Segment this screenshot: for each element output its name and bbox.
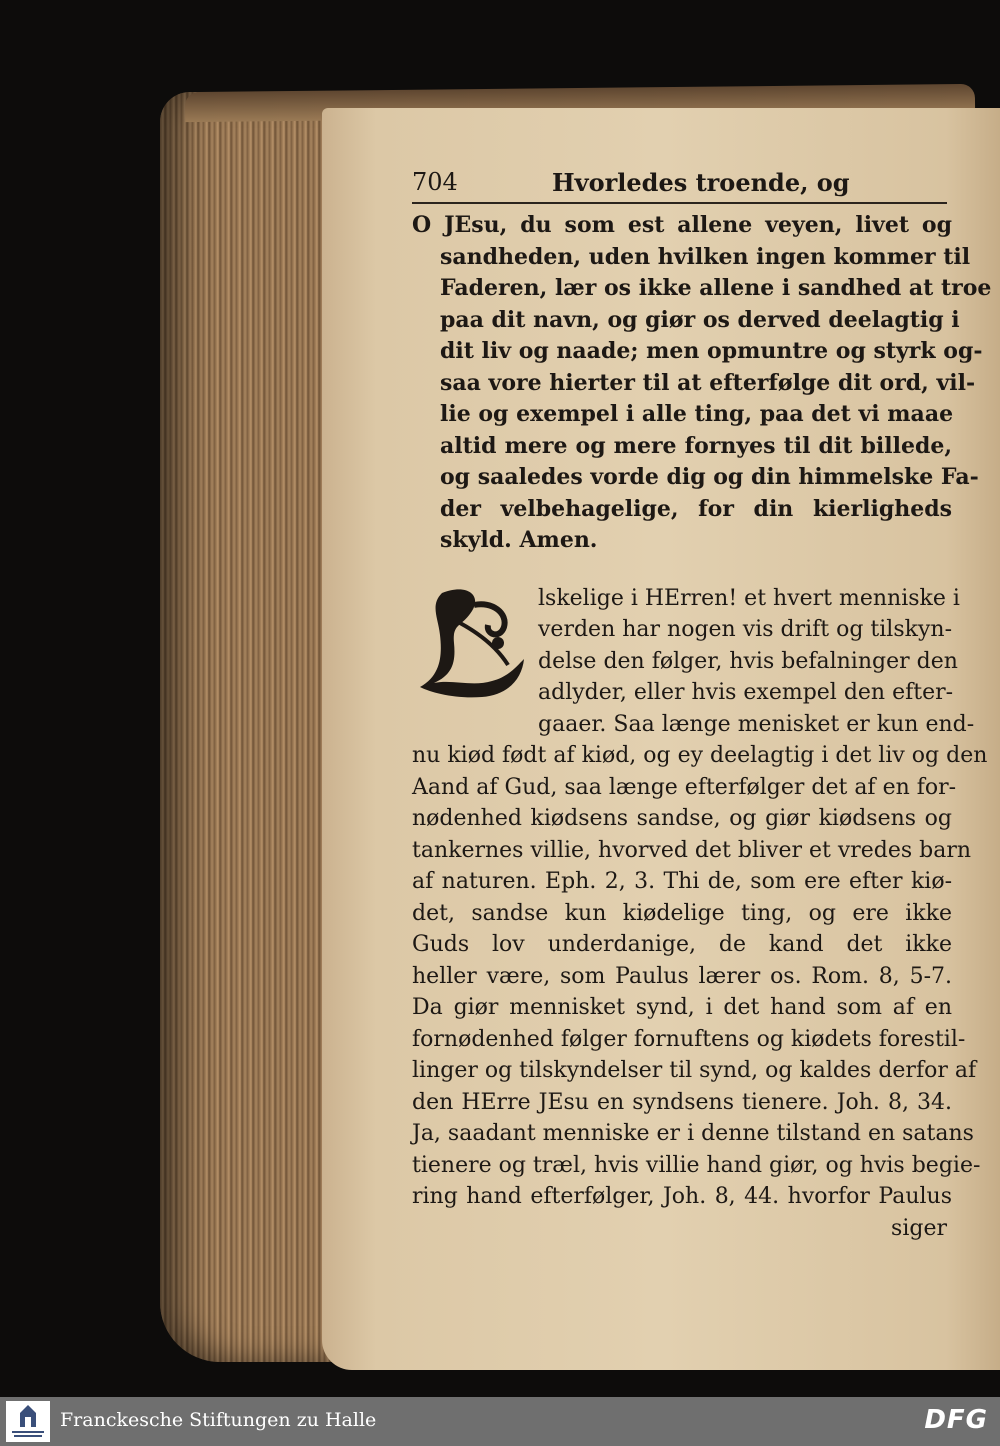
text-line: tienere og træl, hvis villie hand giør, og hvis begie-: [412, 1152, 981, 1178]
dfg-logo: DFG: [924, 1405, 988, 1435]
text-line: lie og exempel i alle ting, paa det vi maae: [440, 401, 954, 427]
text-line: Faderen, lær os ikke allene i sandhed at troe: [440, 275, 992, 301]
text-line: Aand af Gud, saa længe efterfølger det af en for-: [412, 774, 957, 800]
institution-name: Franckesche Stiftungen zu Halle: [60, 1409, 377, 1431]
prayer-paragraph: [412, 210, 992, 557]
running-title: Hvorledes troende, og: [552, 168, 850, 197]
page-number: 704: [412, 168, 458, 196]
text-line: det, sandse kun kiødelige ting, og ere ikke: [412, 900, 952, 926]
text-line: linger og tilskyndelser til synd, og kaldes derfor af: [412, 1058, 977, 1083]
header-rule: [412, 202, 947, 204]
text-line: nu kiød født af kiød, og ey deelagtig i det liv og den: [412, 743, 988, 768]
text-line: tankernes villie, hvorved det bliver et vredes barn: [412, 837, 972, 863]
text-line: heller være, som Paulus lærer os. Rom. 8, 5-7.: [412, 963, 952, 989]
text-line: saa vore hierter til at efterfølge dit ord, vil-: [440, 369, 976, 396]
decorated-initial-L: [412, 583, 530, 701]
text-line: dit liv og naade; men opmuntre og styrk og-: [440, 338, 983, 364]
text-line: fornødenhed følger fornuftens og kiødets forestil-: [412, 1026, 966, 1052]
page-text: [412, 160, 992, 1244]
footer-bar: [0, 1397, 1000, 1446]
text-line: O JEsu, du som est allene veyen, livet og: [412, 212, 952, 238]
running-head: [412, 160, 952, 200]
text-line: der velbehagelige, for din kierligheds: [440, 495, 952, 522]
text-line: sandheden, uden hvilken ingen kommer til: [440, 243, 971, 270]
text-line: adlyder, eller hvis exempel den efter-: [538, 680, 954, 705]
text-line: nødenhed kiødsens sandse, og giør kiødsens og: [412, 806, 952, 831]
text-line: paa dit navn, og giør os derved deelagtig i: [440, 306, 960, 333]
text-line: Ja, saadant menniske er i denne tilstand en satans: [412, 1121, 974, 1146]
main-paragraph: [412, 583, 988, 1245]
book-fore-edge: [160, 92, 335, 1362]
text-line: verden har nogen vis drift og tilskyn-: [538, 617, 952, 642]
text-line: Guds lov underdanige, de kand det ikke: [412, 932, 952, 957]
franckesche-logo-icon: [6, 1401, 50, 1442]
text-line: Da giør mennisket synd, i det hand som af en: [412, 995, 952, 1020]
text-line: og saaledes vorde dig og din himmelske Fa-: [440, 464, 979, 490]
text-line: af naturen. Eph. 2, 3. Thi de, som ere efter kiø-: [412, 869, 952, 894]
catchword: siger: [891, 1215, 947, 1241]
text-line: gaaer. Saa længe menisket er kun end-: [538, 711, 975, 737]
text-line: lskelige i HErren! et hvert menniske i: [538, 585, 960, 611]
text-line: den HErre JEsu en syndsens tienere. Joh. 8, 34.: [412, 1089, 952, 1115]
text-line: skyld. Amen.: [440, 527, 598, 553]
text-line: delse den følger, hvis befalninger den: [538, 648, 958, 674]
text-line: altid mere og mere fornyes til dit billede,: [440, 432, 952, 459]
text-line: ring hand efterfølger, Joh. 8, 44. hvorfor Paulus: [412, 1184, 952, 1209]
